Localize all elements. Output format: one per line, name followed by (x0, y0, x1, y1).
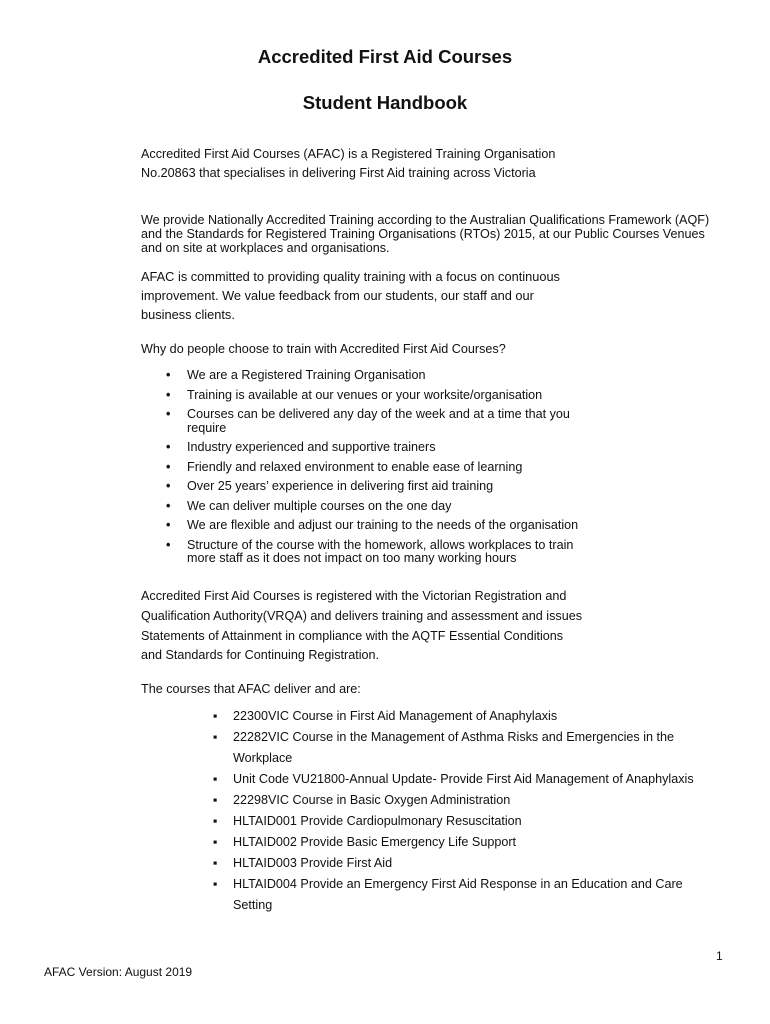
registration-line: Qualification Authority(VRQA) and delivers training and assessment and issues (141, 608, 583, 623)
courses-list (213, 706, 733, 916)
registration-paragraph (141, 587, 582, 666)
list-item: ▪ HLTAID002 Provide Basic Emergency Life Support (213, 832, 733, 853)
registration-line: and Standards for Continuing Registration. (141, 648, 380, 663)
courses-heading: The courses that AFAC deliver and are: (141, 682, 361, 696)
bullet-icon: • (166, 498, 171, 513)
bullet-icon: • (166, 440, 171, 454)
list-item: ▪ 22300VIC Course in First Aid Management of Anaphylaxis (213, 706, 733, 727)
footer-version: AFAC Version: August 2019 (44, 965, 193, 979)
commitment-paragraph (141, 268, 560, 324)
list-item: ▪ 22298VIC Course in Basic Oxygen Administration (213, 790, 733, 811)
list-item: • Industry experienced and supportive trainers (166, 440, 436, 454)
intro-line: Accredited First Aid Courses (AFAC) is a Registered Training Organisation (141, 147, 556, 161)
list-item: • Friendly and relaxed environment to enable ease of learning (166, 459, 523, 474)
why-list (166, 369, 636, 572)
registration-line: Statements of Attainment in compliance with the AQTF Essential Conditions (141, 628, 564, 643)
commitment-line: AFAC is committed to providing quality training with a focus on continuous (141, 269, 560, 284)
bullet-icon: ▪ (213, 835, 218, 849)
why-question: Why do people choose to train with Accredited First Aid Courses? (141, 342, 506, 356)
bullet-icon: • (166, 368, 171, 382)
provide-paragraph: We provide Nationally Accredited Training according to the Australian Qualifications Framework (AQF) and the Standards for Registered Training Organisations (RTOs) 2015, at our Public Courses Venues and on site at workplaces and organisations. (141, 213, 710, 255)
document-subtitle: Student Handbook (302, 92, 468, 113)
list-item: ▪ HLTAID003 Provide First Aid (213, 853, 733, 874)
list-item: • Training is available at our venues or your worksite/organisation (166, 387, 543, 402)
commitment-line: business clients. (141, 306, 235, 322)
bullet-icon: • (166, 407, 171, 421)
list-item: • Structure of the course with the homework, allows workplaces to train more staff as it does not impact on too many working hours (166, 537, 574, 565)
list-item: ▪ 22282VIC Course in the Management of Asthma Risks and Emergencies in the Workplace (213, 727, 733, 769)
document-title: Accredited First Aid Courses (257, 46, 513, 67)
list-item: • We are flexible and adjust our training to the needs of the organisation (166, 518, 579, 532)
bullet-icon: ▪ (213, 877, 218, 891)
page-number: 1 (716, 949, 723, 963)
bullet-icon: ▪ (213, 856, 218, 870)
bullet-icon: ▪ (213, 814, 218, 828)
intro-paragraph (141, 145, 555, 183)
list-item: • Courses can be delivered any day of the week and at a time that you require (166, 407, 570, 435)
bullet-icon: • (166, 537, 171, 552)
list-item: • Over 25 years’ experience in delivering first aid training (166, 479, 494, 493)
bullet-icon: ▪ (213, 793, 218, 807)
bullet-icon: ▪ (213, 709, 218, 723)
list-item: ▪ Unit Code VU21800-Annual Update- Provide First Aid Management of Anaphylaxis (213, 769, 733, 790)
list-item: • We can deliver multiple courses on the one day (166, 498, 452, 513)
list-item: ▪ HLTAID001 Provide Cardiopulmonary Resuscitation (213, 811, 733, 832)
bullet-icon: • (166, 518, 171, 532)
commitment-line: improvement. We value feedback from our students, our staff and our (141, 287, 534, 303)
list-item: • We are a Registered Training Organisation (166, 368, 426, 382)
registration-line: Accredited First Aid Courses is registered with the Victorian Registration and (141, 589, 567, 603)
bullet-icon: • (166, 387, 171, 402)
intro-line: No.20863 that specialises in delivering First Aid training across Victoria (141, 166, 536, 180)
bullet-icon: ▪ (213, 730, 218, 744)
list-item: ▪ HLTAID004 Provide an Emergency First Aid Response in an Education and Care Setting (213, 874, 733, 916)
bullet-icon: ▪ (213, 772, 218, 786)
bullet-icon: • (166, 479, 171, 493)
bullet-icon: • (166, 459, 171, 474)
